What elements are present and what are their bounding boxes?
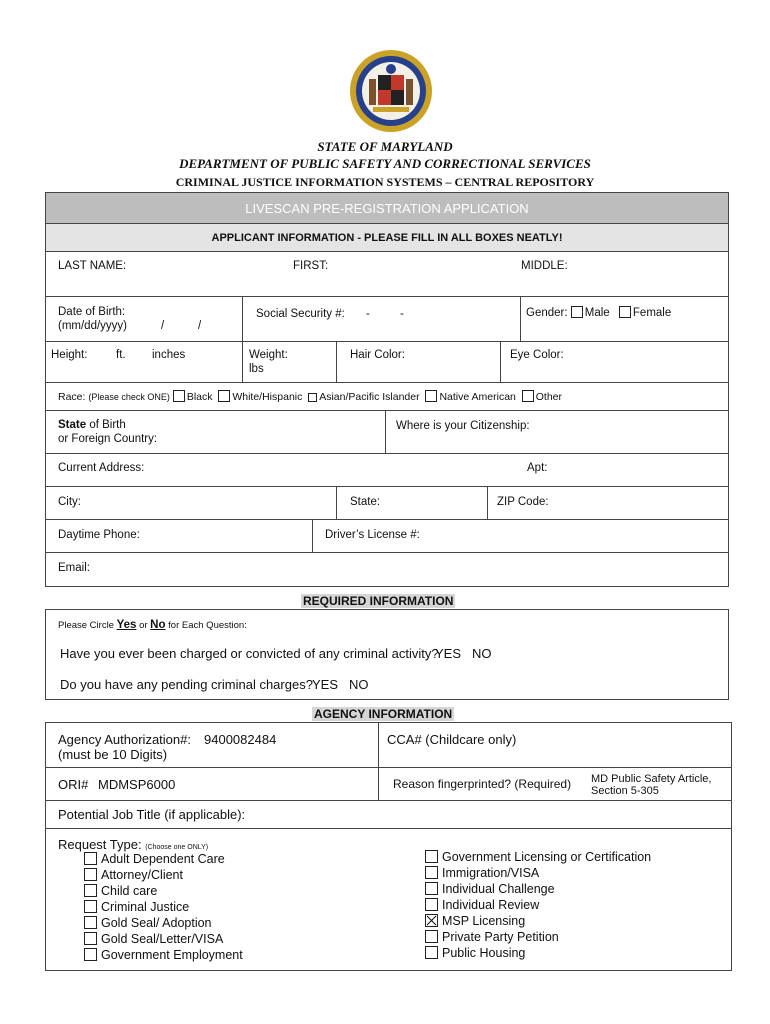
dob-label: Date of Birth:: [58, 306, 126, 318]
request-option-label: Immigration/VISA: [442, 866, 540, 880]
request-option-label: Criminal Justice: [101, 900, 190, 914]
state-bold: State: [58, 419, 87, 431]
gender-female-label: Female: [632, 307, 672, 319]
maryland-seal-icon: [349, 49, 433, 133]
request-type-text: Request Type:: [58, 837, 142, 852]
question-pending-charges: Do you have any pending criminal charges?: [60, 677, 313, 692]
first-name-label: FIRST:: [293, 260, 329, 272]
agency-heading: AGENCY INFORMATION: [314, 707, 453, 721]
circle-text: Please Circle: [58, 620, 117, 631]
question-criminal-activity: Have you ever been charged or convicted of any criminal activity?: [60, 646, 439, 661]
request-option-checkbox[interactable]: [84, 932, 97, 945]
request-option-checkbox[interactable]: [425, 930, 438, 943]
request-option-label: Government Employment: [101, 948, 243, 962]
circle-post: for Each Question:: [165, 620, 247, 631]
request-option-label: Individual Challenge: [442, 882, 555, 896]
request-options-left: [84, 851, 243, 963]
race-white-hispanic-checkbox[interactable]: [218, 390, 230, 402]
request-option[interactable]: [425, 929, 651, 945]
race-field: [58, 390, 562, 403]
race-asian-checkbox[interactable]: [308, 393, 317, 402]
eye-color-label: Eye Color:: [510, 349, 564, 361]
dob-separator: /: [161, 320, 165, 332]
request-type-label: [58, 837, 208, 852]
circle-or: or: [136, 620, 151, 631]
height-label: Height:: [51, 349, 88, 361]
gender-female-checkbox[interactable]: [619, 306, 631, 318]
request-option[interactable]: [425, 913, 651, 929]
race-label: Race:: [58, 391, 86, 403]
address-label: Current Address:: [58, 462, 145, 474]
request-option-label: Adult Dependent Care: [101, 852, 225, 866]
division-heading: CRIMINAL JUSTICE INFORMATION SYSTEMS – CENTRAL REPOSITORY: [175, 175, 595, 189]
race-option-label: Asian/Pacific Islander: [319, 391, 420, 403]
applicant-header-bar: [45, 223, 729, 252]
request-option-label: Child care: [101, 884, 158, 898]
request-option-checkbox[interactable]: [425, 898, 438, 911]
dob-separator: /: [198, 320, 202, 332]
race-native-american-checkbox[interactable]: [425, 390, 437, 402]
cca-label: CCA# (Childcare only): [387, 732, 517, 747]
request-option-checkbox[interactable]: [84, 884, 97, 897]
agency-auth-note: (must be 10 Digits): [58, 747, 168, 762]
form-title-bar: [45, 192, 729, 224]
request-option-label: Gold Seal/ Adoption: [101, 916, 212, 930]
request-type-note: (Choose one ONLY): [145, 844, 209, 851]
race-other-checkbox[interactable]: [522, 390, 534, 402]
race-black-checkbox[interactable]: [173, 390, 185, 402]
request-option-label: Public Housing: [442, 946, 526, 960]
ssn-separator: -: [366, 308, 370, 320]
height-inches-label: inches: [152, 349, 186, 361]
state-of-birth-label: [58, 419, 126, 431]
request-option-checkbox[interactable]: [84, 916, 97, 929]
gender-label: Gender:: [526, 307, 568, 319]
hair-color-label: Hair Color:: [350, 349, 405, 361]
request-options-right: [425, 849, 651, 961]
apt-label: Apt:: [527, 462, 548, 474]
no-emphasis: No: [150, 619, 166, 631]
q1-yes-option[interactable]: YES: [435, 646, 462, 661]
circle-instruction: [58, 619, 247, 631]
middle-name-label: MIDDLE:: [521, 260, 568, 272]
required-heading: REQUIRED INFORMATION: [303, 594, 454, 608]
request-option-checkbox[interactable]: [425, 946, 438, 959]
request-option-checkbox[interactable]: [425, 882, 438, 895]
license-label: Driver’s License #:: [325, 529, 420, 541]
request-option[interactable]: [425, 849, 651, 865]
weight-unit: lbs: [249, 363, 264, 375]
race-option-label: Other: [535, 391, 563, 403]
q2-no-option[interactable]: NO: [349, 677, 369, 692]
city-label: City:: [58, 496, 81, 508]
state-heading: STATE OF MARYLAND: [317, 139, 453, 154]
request-option[interactable]: [84, 915, 243, 931]
request-option-label: Government Licensing or Certification: [442, 850, 652, 864]
last-name-label: LAST NAME:: [58, 260, 127, 272]
request-option[interactable]: [425, 881, 651, 897]
reason-label: Reason fingerprinted? (Required): [393, 777, 572, 791]
agency-auth-value: 9400082484: [204, 732, 277, 747]
request-option-checkbox[interactable]: [84, 948, 97, 961]
ssn-separator: -: [400, 308, 404, 320]
request-option-label: Attorney/Client: [101, 868, 183, 882]
request-option-checkbox[interactable]: [84, 900, 97, 913]
request-option[interactable]: [84, 867, 243, 883]
state-label: State:: [350, 496, 381, 508]
request-option-label: Gold Seal/Letter/VISA: [101, 932, 224, 946]
department-heading: DEPARTMENT OF PUBLIC SAFETY AND CORRECTIONAL SERVICES: [179, 156, 591, 171]
request-option[interactable]: [84, 931, 243, 947]
email-label: Email:: [58, 562, 90, 574]
yes-emphasis: Yes: [116, 619, 137, 631]
ori-value: MDMSP6000: [98, 777, 176, 792]
request-option[interactable]: [84, 883, 243, 899]
race-note: (Please check ONE): [88, 392, 170, 402]
ssn-label: Social Security #:: [256, 308, 345, 320]
q2-yes-option[interactable]: YES: [312, 677, 339, 692]
phone-label: Daytime Phone:: [58, 529, 140, 541]
request-option-label: Private Party Petition: [442, 930, 559, 944]
race-option-label: Native American: [439, 391, 516, 403]
gender-male-label: Male: [584, 307, 610, 319]
dob-format: (mm/dd/yyyy): [58, 320, 127, 332]
q1-no-option[interactable]: NO: [472, 646, 492, 661]
height-ft-label: ft.: [116, 349, 126, 361]
gender-male-checkbox[interactable]: [571, 306, 583, 318]
foreign-country-label: or Foreign Country:: [58, 433, 158, 445]
request-option-checkbox[interactable]: [425, 850, 438, 863]
gender-field: [526, 306, 671, 319]
request-option-checkbox[interactable]: [425, 866, 438, 879]
citizenship-label: Where is your Citizenship:: [396, 420, 530, 432]
request-option-checkbox[interactable]: [84, 852, 97, 865]
reason-value: Section 5-305: [591, 785, 659, 797]
request-option[interactable]: [84, 851, 243, 867]
ori-label: ORI#: [58, 777, 89, 792]
request-option-checkbox[interactable]: [425, 914, 438, 927]
job-title-label: Potential Job Title (if applicable):: [58, 807, 246, 822]
applicant-header: APPLICANT INFORMATION - PLEASE FILL IN ALL BOXES NEATLY!: [211, 232, 563, 244]
form-title: LIVESCAN PRE-REGISTRATION APPLICATION: [245, 201, 529, 216]
reason-value: MD Public Safety Article,: [591, 773, 712, 785]
request-option[interactable]: [425, 865, 651, 881]
request-option[interactable]: [425, 945, 651, 961]
race-option-label: White/Hispanic: [232, 391, 303, 403]
weight-label: Weight:: [249, 349, 288, 361]
zip-label: ZIP Code:: [497, 496, 549, 508]
race-option-label: Black: [186, 391, 213, 403]
request-option[interactable]: [425, 897, 651, 913]
request-option[interactable]: [84, 947, 243, 963]
request-option-label: Individual Review: [442, 898, 540, 912]
agency-auth-label: Agency Authorization#:: [58, 732, 191, 747]
request-option[interactable]: [84, 899, 243, 915]
of-birth-text: of Birth: [86, 419, 126, 431]
request-option-checkbox[interactable]: [84, 868, 97, 881]
request-option-label: MSP Licensing: [442, 914, 526, 928]
